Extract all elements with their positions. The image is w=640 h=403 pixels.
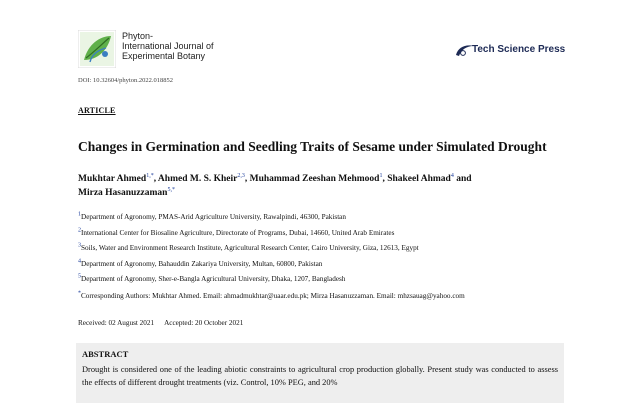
affiliation-number: 5 xyxy=(78,273,81,280)
author-list xyxy=(78,172,578,200)
publication-dates xyxy=(78,319,243,327)
author-name: Mukhtar Ahmed xyxy=(78,174,147,184)
journal-header xyxy=(78,30,578,76)
author-separator: , xyxy=(244,174,250,184)
received-date: Received: 02 August 2021 xyxy=(78,319,155,327)
affiliation-text: Department of Agronomy, Bahauddin Zakariya University, Multan, 60800, Pakistan xyxy=(81,259,323,268)
author-name: Muhammad Zeeshan Mehmood xyxy=(249,174,380,184)
affiliation-text: Department of Agronomy, Sher-e-Bangla Agricultural University, Dhaka, 1207, Bangladesh xyxy=(81,275,346,283)
author-separator: , xyxy=(382,174,388,184)
affiliation xyxy=(78,210,578,226)
affiliation xyxy=(78,272,578,288)
publisher-logo xyxy=(454,44,574,60)
abstract-text: Drought is considered one of the leading abiotic constraints to agricultural crop production globally. Present study was conducted to assess the effects of different drought treatments (viz. Control, 10% PEG, and 20% xyxy=(82,365,558,387)
accepted-date: Accepted: 20 October 2021 xyxy=(164,319,244,327)
affiliation-number: 3 xyxy=(78,242,81,249)
author-name: Mirza Hasanuzzaman xyxy=(78,188,168,198)
affiliation xyxy=(78,226,578,242)
corresponding-text: Corresponding Authors: Mukhtar Ahmed. Email: ahmadmukhtar@uaar.edu.pk; Mirza Hasanuzzaman. Email: mhzsauag@yahoo.com xyxy=(81,292,465,300)
journal-line: International Journal of xyxy=(122,41,214,51)
author-separator: , xyxy=(153,174,158,184)
author-affiliation-marker: 1,* xyxy=(146,172,154,179)
corresponding-marker: * xyxy=(78,290,81,297)
journal-line: Experimental Botany xyxy=(122,51,206,61)
author-affiliation-marker: 1 xyxy=(379,172,383,179)
affiliation xyxy=(78,257,578,273)
paper-title: Changes in Germination and Seedling Traits of Sesame under Simulated Drought xyxy=(78,139,547,154)
affiliation-text: Department of Agronomy, PMAS-Arid Agriculture University, Rawalpindi, 46300, Pakistan xyxy=(81,213,346,221)
affiliation-text: International Center for Biosaline Agriculture, Directorate of Programs, Dubai, 14660, United Arab Emirates xyxy=(81,228,395,237)
affiliation-number: 2 xyxy=(78,227,81,234)
author-affiliation-marker: 5,* xyxy=(167,186,175,193)
affiliation xyxy=(78,241,578,257)
article-type-label: ARTICLE xyxy=(78,106,116,115)
author-affiliation-marker: 4 xyxy=(450,172,454,179)
author-affiliation-marker: 2,3 xyxy=(237,172,245,179)
author-name: Shakeel Ahmad xyxy=(387,174,451,184)
affiliation-number: 1 xyxy=(78,211,81,218)
affiliation-list xyxy=(78,210,578,288)
abstract-section xyxy=(76,343,564,403)
doi: DOI: 10.32604/phyton.2022.018852 xyxy=(78,77,173,84)
journal-name xyxy=(122,31,214,61)
journal-logo-icon xyxy=(78,30,116,68)
affiliation-number: 4 xyxy=(78,258,81,265)
affiliation-text: Soils, Water and Environment Research Institute, Agricultural Research Center, Cairo University, Giza, 12613, Egypt xyxy=(81,244,419,252)
corresponding-authors xyxy=(78,291,578,302)
author-name: Ahmed M. S. Kheir xyxy=(157,174,238,184)
author-separator: and xyxy=(453,174,472,184)
abstract-heading: ABSTRACT xyxy=(82,349,129,359)
journal-line: Phyton- xyxy=(122,31,154,41)
publisher-name: Tech Science Press xyxy=(472,44,566,55)
